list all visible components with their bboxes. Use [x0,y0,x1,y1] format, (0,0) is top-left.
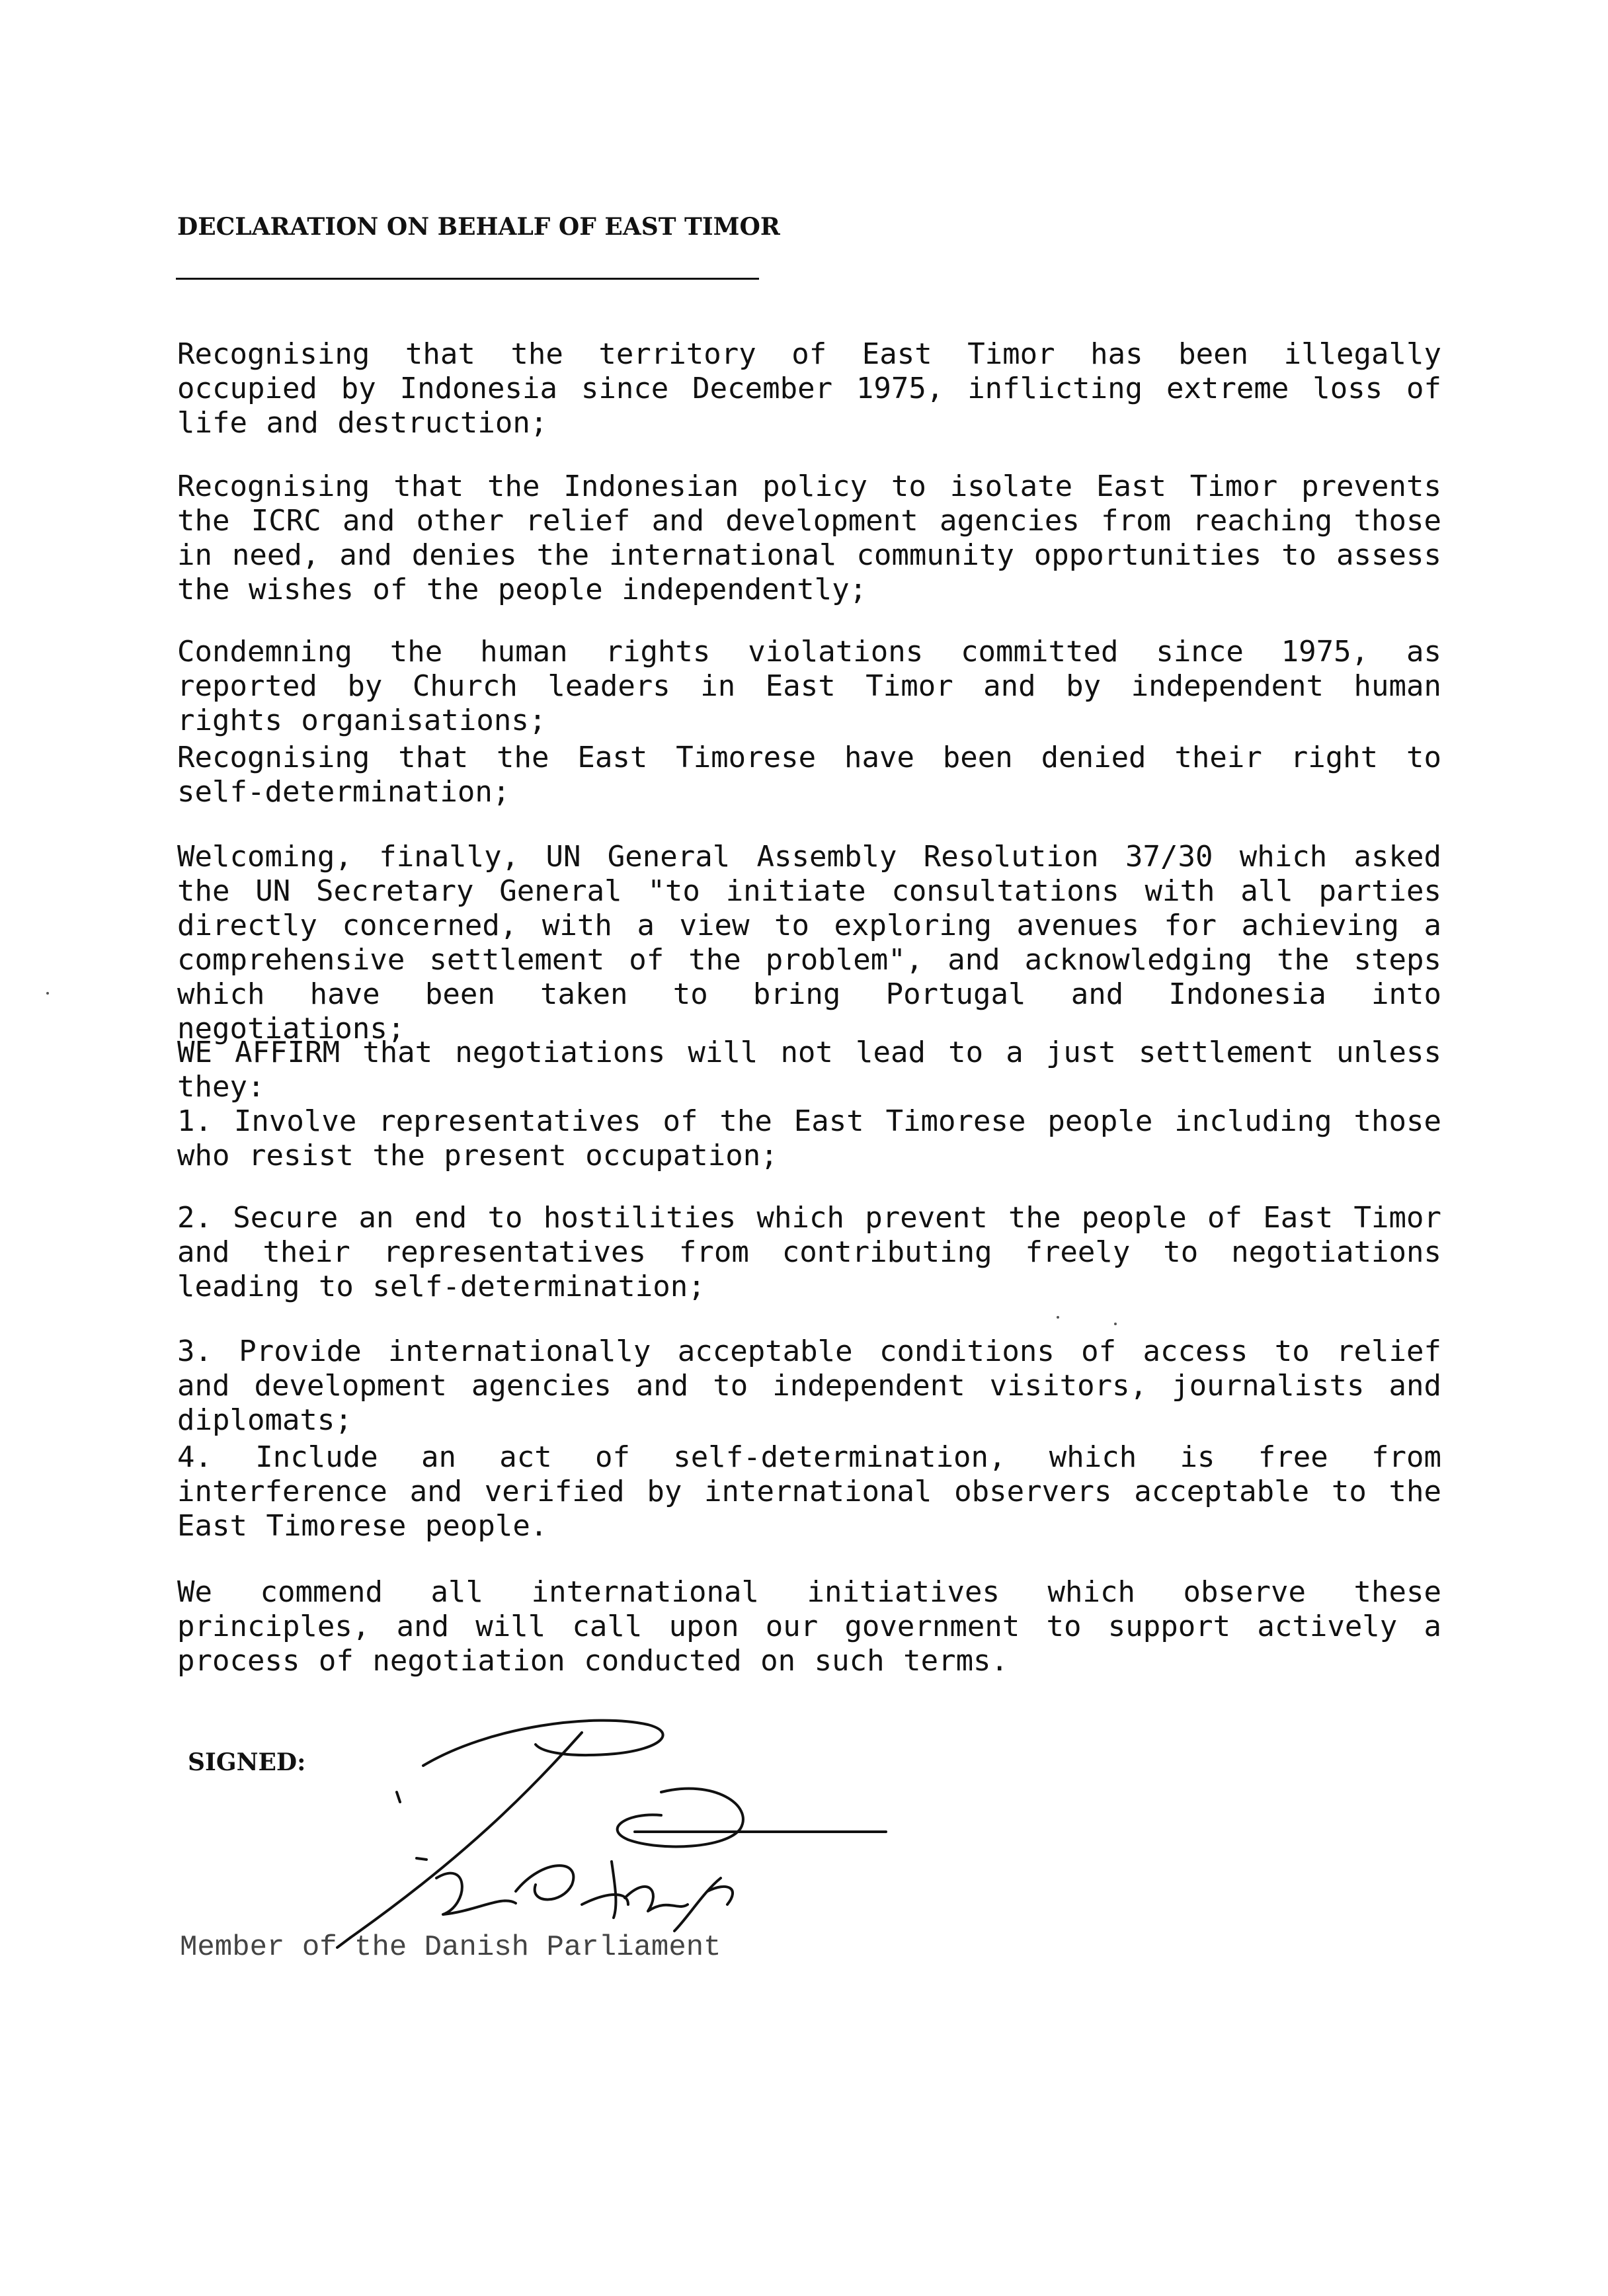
signer-role: Member of the Danish Parliament [180,1931,721,1964]
document-title: DECLARATION ON BEHALF OF EAST TIMOR [177,213,780,241]
paragraph-recognising-self-determination: Recognising that the East Timorese have been denied their right to self-determination; [177,741,1441,809]
paragraph-welcoming-resolution: Welcoming, finally, UN General Assembly Resolution 37/30 which asked the UN Secretary General "to initiate consultations with all parties directly concerned, with a view to exploring avenues for achieving a comprehensive settlement of the problem", and acknowledging the steps which have been taken to bring Portugal and Indonesia into negotiations; [177,840,1441,1046]
handwritten-signature [317,1693,912,1971]
paragraph-condemning-violations: Condemning the human rights violations committed since 1975, as reported by Church leaders in East Timor and by independent human rights organisations; [177,635,1441,737]
scan-speck [1114,1323,1117,1325]
list-item-3: 3. Provide internationally acceptable conditions of access to relief and development agencies and to independent visitors, journalists and diplomats; [177,1334,1441,1437]
scan-speck [1057,1316,1059,1319]
title-underline [176,278,759,280]
scan-speck [46,992,49,995]
paragraph-we-affirm: WE AFFIRM that negotiations will not lead to a just settlement unless they: [177,1036,1441,1104]
list-item-4: 4. Include an act of self-determination, which is free from interference and verified by international observers acceptable to the East Timorese people. [177,1440,1441,1543]
signed-label: SIGNED: [188,1748,306,1776]
list-item-2: 2. Secure an end to hostilities which prevent the people of East Timor and their representatives from contributing freely to negotiations leading to self-determination; [177,1201,1441,1303]
paragraph-recognising-occupation: Recognising that the territory of East Timor has been illegally occupied by Indonesia since December 1975, inflicting extreme loss of life and destruction; [177,337,1441,440]
list-item-1: 1. Involve representatives of the East Timorese people including those who resist the present occupation; [177,1104,1441,1172]
paragraph-recognising-isolation: Recognising that the Indonesian policy to isolate East Timor prevents the ICRC and other relief and development agencies from reaching those in need, and denies the international community opportunities to assess the wishes of the people independently; [177,470,1441,606]
paragraph-we-commend: We commend all international initiatives which observe these principles, and will call upon our government to support actively a process of negotiation conducted on such terms. [177,1575,1441,1678]
